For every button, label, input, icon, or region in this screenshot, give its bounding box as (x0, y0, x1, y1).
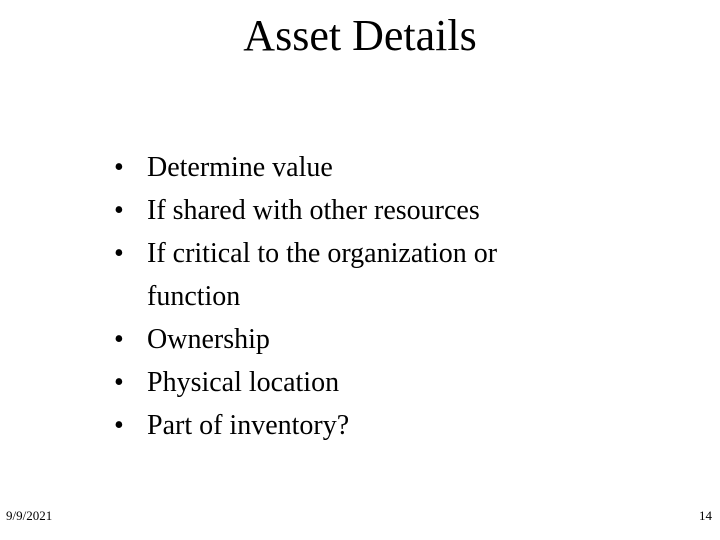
footer-date: 9/9/2021 (6, 508, 53, 523)
bullet-text: Physical location (147, 367, 340, 398)
bullet-text: If shared with other resources (147, 195, 480, 226)
bullet-item-critical (114, 232, 584, 318)
bullet-icon: • (114, 152, 124, 183)
slide-title: Asset Details (243, 11, 477, 60)
bullet-text: Part of inventory? (147, 410, 350, 441)
bullet-item-determine-value (114, 146, 584, 189)
bullet-list (114, 146, 584, 447)
bullet-text: Ownership (147, 324, 270, 355)
bullet-item-physical-location (114, 361, 584, 404)
bullet-item-ownership (114, 318, 584, 361)
page-number: 14 (699, 508, 712, 523)
bullet-icon: • (114, 238, 124, 269)
bullet-icon: • (114, 367, 124, 398)
bullet-text: Determine value (147, 152, 333, 183)
bullet-item-shared-resources (114, 189, 584, 232)
bullet-item-inventory (114, 404, 584, 447)
bullet-text: If critical to the organization or function (147, 238, 498, 312)
bullet-icon: • (114, 195, 124, 226)
bullet-icon: • (114, 324, 124, 355)
bullet-icon: • (114, 410, 124, 441)
